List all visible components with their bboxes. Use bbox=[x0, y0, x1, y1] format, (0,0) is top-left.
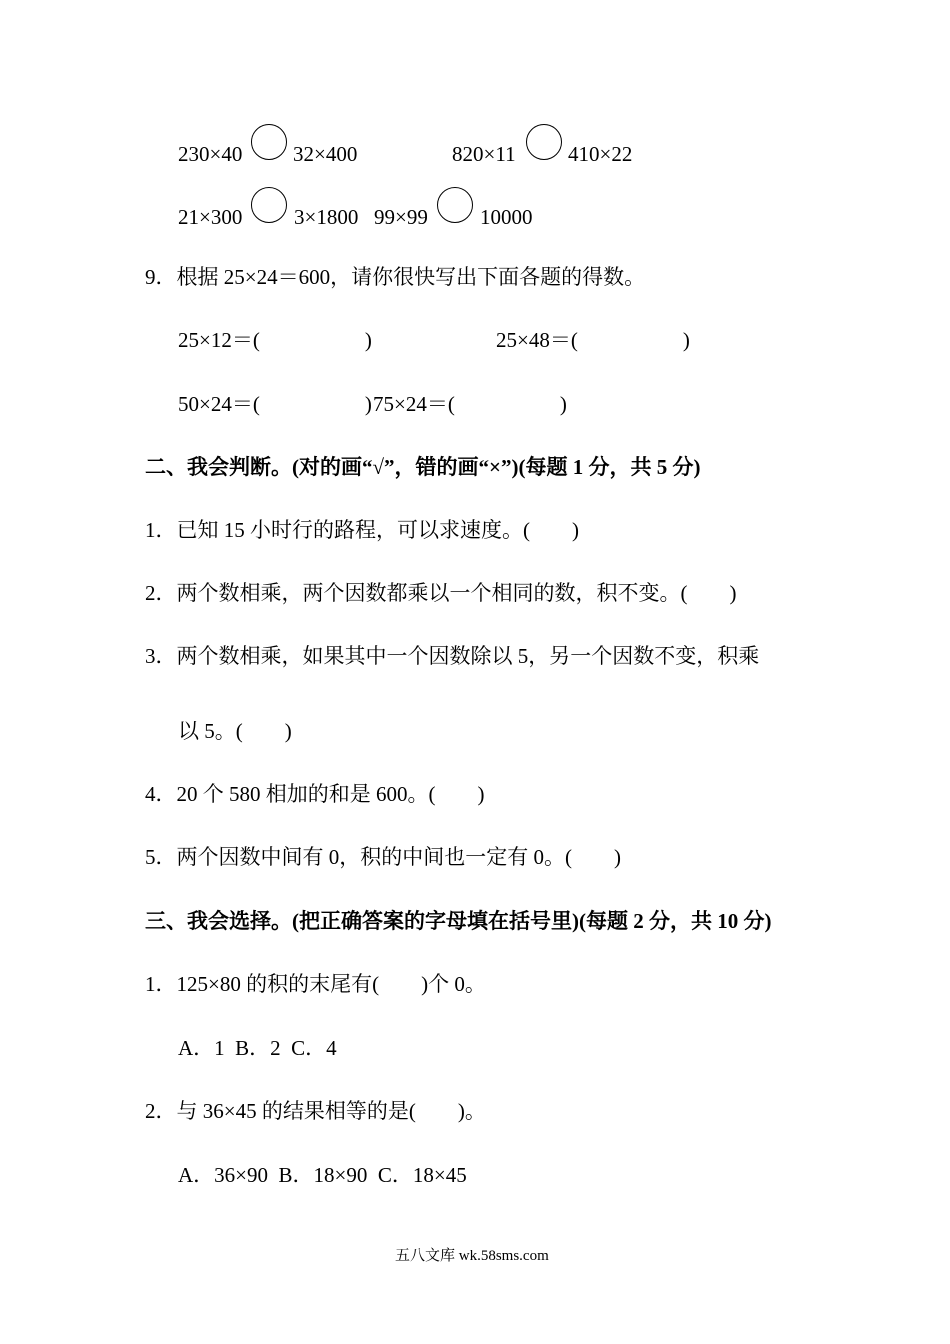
choice-options[interactable]: A．1 B．2 C．4 bbox=[178, 1036, 337, 1060]
choice-question[interactable]: 2．与 36×45 的结果相等的是( )。 bbox=[145, 1099, 486, 1123]
question-9-item[interactable]: 75×24＝( ) bbox=[373, 392, 567, 416]
question-9-item[interactable]: 25×48＝( ) bbox=[496, 328, 690, 352]
compare-answer-circle[interactable] bbox=[251, 124, 287, 160]
choice-question[interactable]: 1．125×80 的积的末尾有( )个 0。 bbox=[145, 972, 486, 996]
judgment-item[interactable]: 1．已知 15 小时行的路程，可以求速度。( ) bbox=[145, 518, 579, 542]
compare-answer-circle[interactable] bbox=[251, 187, 287, 223]
compare-expression: 820×11 bbox=[452, 142, 516, 166]
compare-expression: 21×300 bbox=[178, 205, 243, 229]
judgment-item: 3．两个数相乘，如果其中一个因数除以 5，另一个因数不变，积乘 bbox=[145, 644, 760, 668]
compare-expression: 410×22 bbox=[568, 142, 633, 166]
section-3-title: 三、我会选择。(把正确答案的字母填在括号里)(每题 2 分，共 10 分) bbox=[145, 909, 772, 933]
judgment-item-continuation[interactable]: 以 5。( ) bbox=[178, 719, 292, 743]
question-9-item[interactable]: 25×12＝( ) bbox=[178, 328, 372, 352]
compare-expression: 99×99 bbox=[374, 205, 428, 229]
section-2-title: 二、我会判断。(对的画“√”，错的画“×”)(每题 1 分，共 5 分) bbox=[145, 455, 701, 479]
question-9-prompt: 9．根据 25×24＝600，请你很快写出下面各题的得数。 bbox=[145, 265, 646, 289]
compare-answer-circle[interactable] bbox=[526, 124, 562, 160]
compare-expression: 10000 bbox=[480, 205, 533, 229]
judgment-item[interactable]: 4．20 个 580 相加的和是 600。( ) bbox=[145, 782, 485, 806]
footer-watermark: 五八文库 wk.58sms.com bbox=[395, 1248, 549, 1264]
question-9-item[interactable]: 50×24＝( ) bbox=[178, 392, 372, 416]
judgment-item[interactable]: 2．两个数相乘，两个因数都乘以一个相同的数，积不变。( ) bbox=[145, 581, 737, 605]
compare-expression: 32×400 bbox=[293, 142, 358, 166]
compare-answer-circle[interactable] bbox=[437, 187, 473, 223]
choice-options[interactable]: A．36×90 B．18×90 C．18×45 bbox=[178, 1163, 467, 1187]
compare-expression: 230×40 bbox=[178, 142, 243, 166]
judgment-item[interactable]: 5．两个因数中间有 0，积的中间也一定有 0。( ) bbox=[145, 845, 621, 869]
compare-expression: 3×1800 bbox=[294, 205, 359, 229]
